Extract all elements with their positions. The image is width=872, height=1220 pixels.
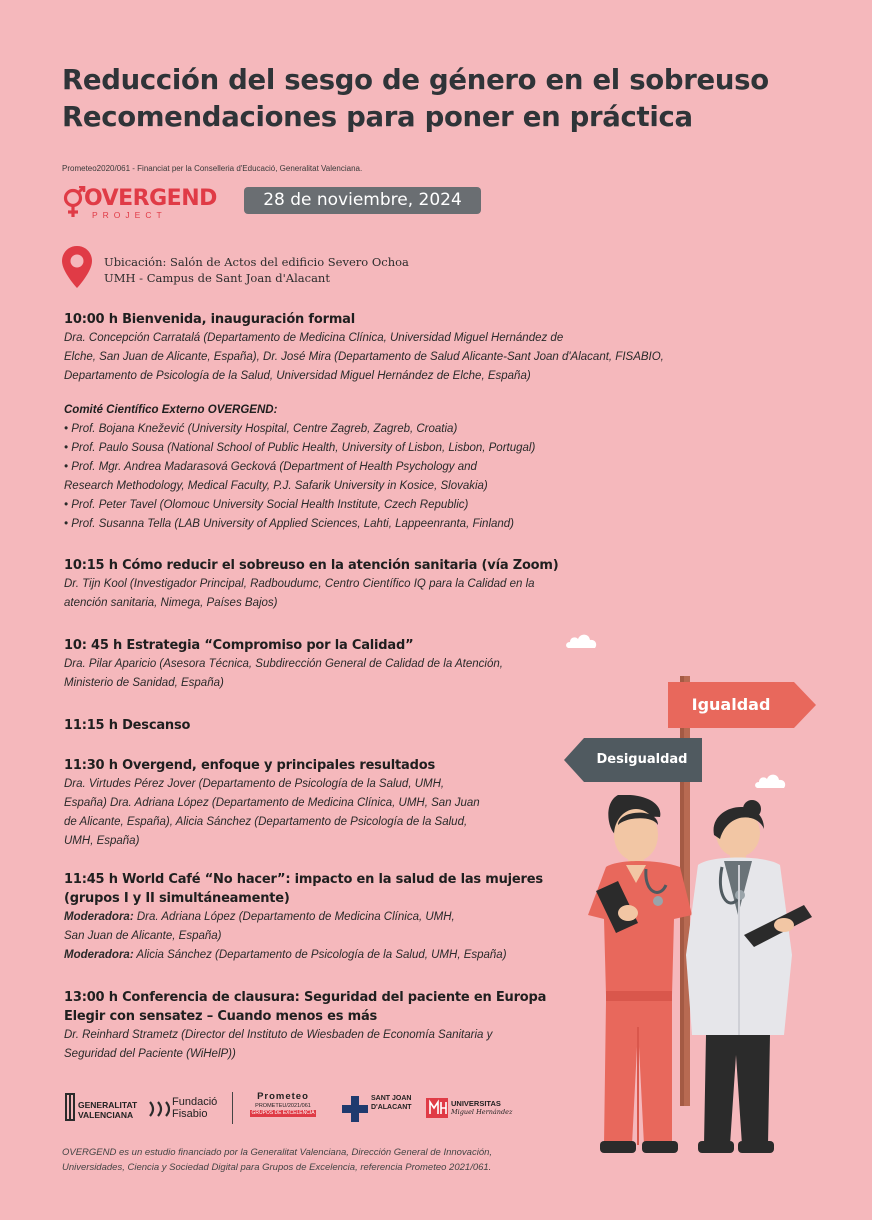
committee-member: • Prof. Bojana Knežević (University Hospital, Centre Zagreb, Zagreb, Croatia) xyxy=(64,423,458,435)
gva-logo xyxy=(78,1100,137,1120)
logo-subtitle: PROJECT xyxy=(92,210,167,220)
logo-wordmark: OVERGEND xyxy=(84,186,217,211)
session-heading-continued: Elegir con sensatez – Cuando menos es más xyxy=(64,1009,378,1024)
session-text-line: UMH, España) xyxy=(64,835,140,847)
footer-note-line-1: OVERGEND es un estudio financiado por la Generalitat Valenciana, Dirección General de Innovación, xyxy=(62,1147,493,1158)
session-text-line: de Alicante, España), Alicia Sánchez (Departamento de Psicología de la Salud, xyxy=(64,816,468,828)
overgend-logo xyxy=(62,186,222,222)
sign-equality xyxy=(668,682,816,728)
session-closing xyxy=(64,988,624,1064)
location-line-2: UMH - Campus de Sant Joan d'Alacant xyxy=(104,271,330,285)
male-doctor-figure xyxy=(588,795,692,1153)
prometeo-line-1: Prometeo xyxy=(257,1091,309,1102)
session-text-line: Dr. Tijn Kool (Investigador Principal, Radboudumc, Centro Científico IQ para la Calidad en la xyxy=(64,578,535,590)
session-overuse xyxy=(64,556,624,613)
session-heading: 10:15 h Cómo reducir el sobreuso en la atención sanitaria (vía Zoom) xyxy=(64,558,559,573)
session-text-line: Dra. Pilar Aparicio (Asesora Técnica, Subdirección General de Calidad de la Atención, xyxy=(64,658,503,670)
umh-logo-icon xyxy=(426,1098,448,1118)
prometeo-logo xyxy=(250,1092,316,1117)
location-line-1: Ubicación: Salón de Actos del edificio Severo Ochoa xyxy=(104,255,409,269)
footer-note-line-2: Universidades, Ciencia y Sociedad Digital para Grupos de Excelencia, referencia Prometeo 2021/061. xyxy=(62,1162,492,1173)
gva-crest-icon xyxy=(64,1093,76,1121)
committee-member: • Prof. Mgr. Andrea Madarasová Gecková (Department of Health Psychology and xyxy=(64,461,477,473)
session-world-cafe xyxy=(64,870,624,965)
committee-member: • Prof. Paulo Sousa (National School of Public Health, University of Lisbon, Lisbon, Portugal) xyxy=(64,442,536,454)
committee-heading: Comité Científico Externo OVERGEND: xyxy=(64,404,278,416)
sign-equality-label: Igualdad xyxy=(691,695,771,714)
partner-logos xyxy=(62,1090,532,1126)
sant-joan-line-1: SANT JOAN xyxy=(371,1095,412,1102)
umh-line-2: Miguel Hernández xyxy=(451,1108,513,1116)
page-title xyxy=(62,62,852,136)
umh-line-1: UNIVERSITAS xyxy=(451,1099,501,1108)
footer-funding-note xyxy=(62,1145,582,1175)
location-pin-icon xyxy=(60,244,94,290)
sant-joan-line-2: D'ALACANT xyxy=(371,1104,412,1111)
session-text-line: Ministerio de Sanidad, España) xyxy=(64,677,224,689)
funding-note: Prometeo2020/061 - Financiat per la Conselleria d'Educació, Generalitat Valenciana. xyxy=(62,164,363,173)
session-heading: 13:00 h Conferencia de clausura: Seguridad del paciente en Europa xyxy=(64,990,547,1005)
umh-logo xyxy=(451,1099,512,1117)
session-heading: 11:30 h Overgend, enfoque y principales resultados xyxy=(64,758,435,773)
moderator-label: Moderadora: xyxy=(64,949,134,961)
session-text-line: Dr. Reinhard Strametz (Director del Instituto de Wiesbaden de Economía Sanitaria y xyxy=(64,1029,493,1041)
title-line-1: Reducción del sesgo de género en el sobreuso xyxy=(62,64,769,96)
cloud-icon xyxy=(565,632,599,650)
sant-joan-cross-icon xyxy=(342,1096,368,1122)
session-text-line: Dra. Concepción Carratalá (Departamento de Medicina Clínica, Universidad Miguel Hernández de xyxy=(64,332,564,344)
session-text-line: atención sanitaria, Nimega, Países Bajos) xyxy=(64,597,278,609)
moderator-label: Moderadora: xyxy=(64,911,134,923)
session-heading: 11:15 h Descanso xyxy=(64,718,191,733)
session-overgend-results xyxy=(64,756,624,851)
session-break xyxy=(64,716,624,735)
fisabio-logo-icon xyxy=(148,1098,170,1120)
title-line-2: Recomendaciones para poner en práctica xyxy=(62,101,693,133)
moderator-line xyxy=(64,946,624,965)
logo-divider xyxy=(232,1092,233,1124)
gva-line-1: GENERALITAT xyxy=(78,1100,138,1110)
doctors-illustration xyxy=(588,795,818,1165)
location-info xyxy=(104,254,409,286)
committee-member: Research Methodology, Medical Faculty, P.J. Safarik University in Kosice, Slovakia) xyxy=(64,480,488,492)
sign-inequality xyxy=(564,738,702,782)
session-heading: 11:45 h World Café “No hacer”: impacto en la salud de las mujeres xyxy=(64,872,543,887)
moderator-line-continued: San Juan de Alicante, España) xyxy=(64,930,222,942)
session-text-line: Elche, San Juan de Alicante, España), Dr. José Mira (Departamento de Salud Alicante-Sant Joan d'Alacant, FISABIO, xyxy=(64,351,664,363)
moderator-text: Dra. Adriana López (Departamento de Medicina Clínica, UMH, xyxy=(133,911,455,923)
committee-member: • Prof. Susanna Tella (LAB University of Applied Sciences, Lahti, Lappeenranta, Finland) xyxy=(64,518,515,530)
prometeo-line-2: PROMETEU/2021/061 xyxy=(255,1103,311,1109)
prometeo-line-3: GRUPOS DE EXCELENCIA xyxy=(251,1110,315,1116)
session-heading: 10:00 h Bienvenida, inauguración formal xyxy=(64,312,355,327)
event-date-badge: 28 de noviembre, 2024 xyxy=(244,187,481,214)
sign-inequality-label: Desigualdad xyxy=(596,752,688,767)
session-heading-continued: (grupos I y II simultáneamente) xyxy=(64,891,290,906)
session-text-line: Seguridad del Paciente (WiHelP)) xyxy=(64,1048,236,1060)
session-heading: 10: 45 h Estrategia “Compromiso por la Calidad” xyxy=(64,638,414,653)
gender-symbol-icon xyxy=(62,186,86,220)
fisabio-line-1: Fundació xyxy=(172,1096,218,1108)
session-text-line: Dra. Virtudes Pérez Jover (Departamento de Psicología de la Salud, UMH, xyxy=(64,778,445,790)
fisabio-line-2: Fisabio xyxy=(172,1108,208,1120)
session-text-line: España) Dra. Adriana López (Departamento de Medicina Clínica, UMH, San Juan xyxy=(64,797,480,809)
moderator-line xyxy=(64,908,624,927)
female-doctor-figure xyxy=(686,800,812,1153)
sant-joan-logo xyxy=(371,1094,412,1112)
fisabio-logo xyxy=(172,1096,217,1120)
committee-member: • Prof. Peter Tavel (Olomouc University Social Health Institute, Czech Republic) xyxy=(64,499,469,511)
gva-line-2: VALENCIANA xyxy=(78,1110,134,1120)
session-strategy xyxy=(64,636,624,693)
moderator-text: Alicia Sánchez (Departamento de Psicología de la Salud, UMH, España) xyxy=(133,949,507,961)
external-committee xyxy=(64,401,624,534)
session-text-line: Departamento de Psicología de la Salud, Universidad Miguel Hernández de Elche, España) xyxy=(64,370,531,382)
session-welcome xyxy=(64,310,664,386)
